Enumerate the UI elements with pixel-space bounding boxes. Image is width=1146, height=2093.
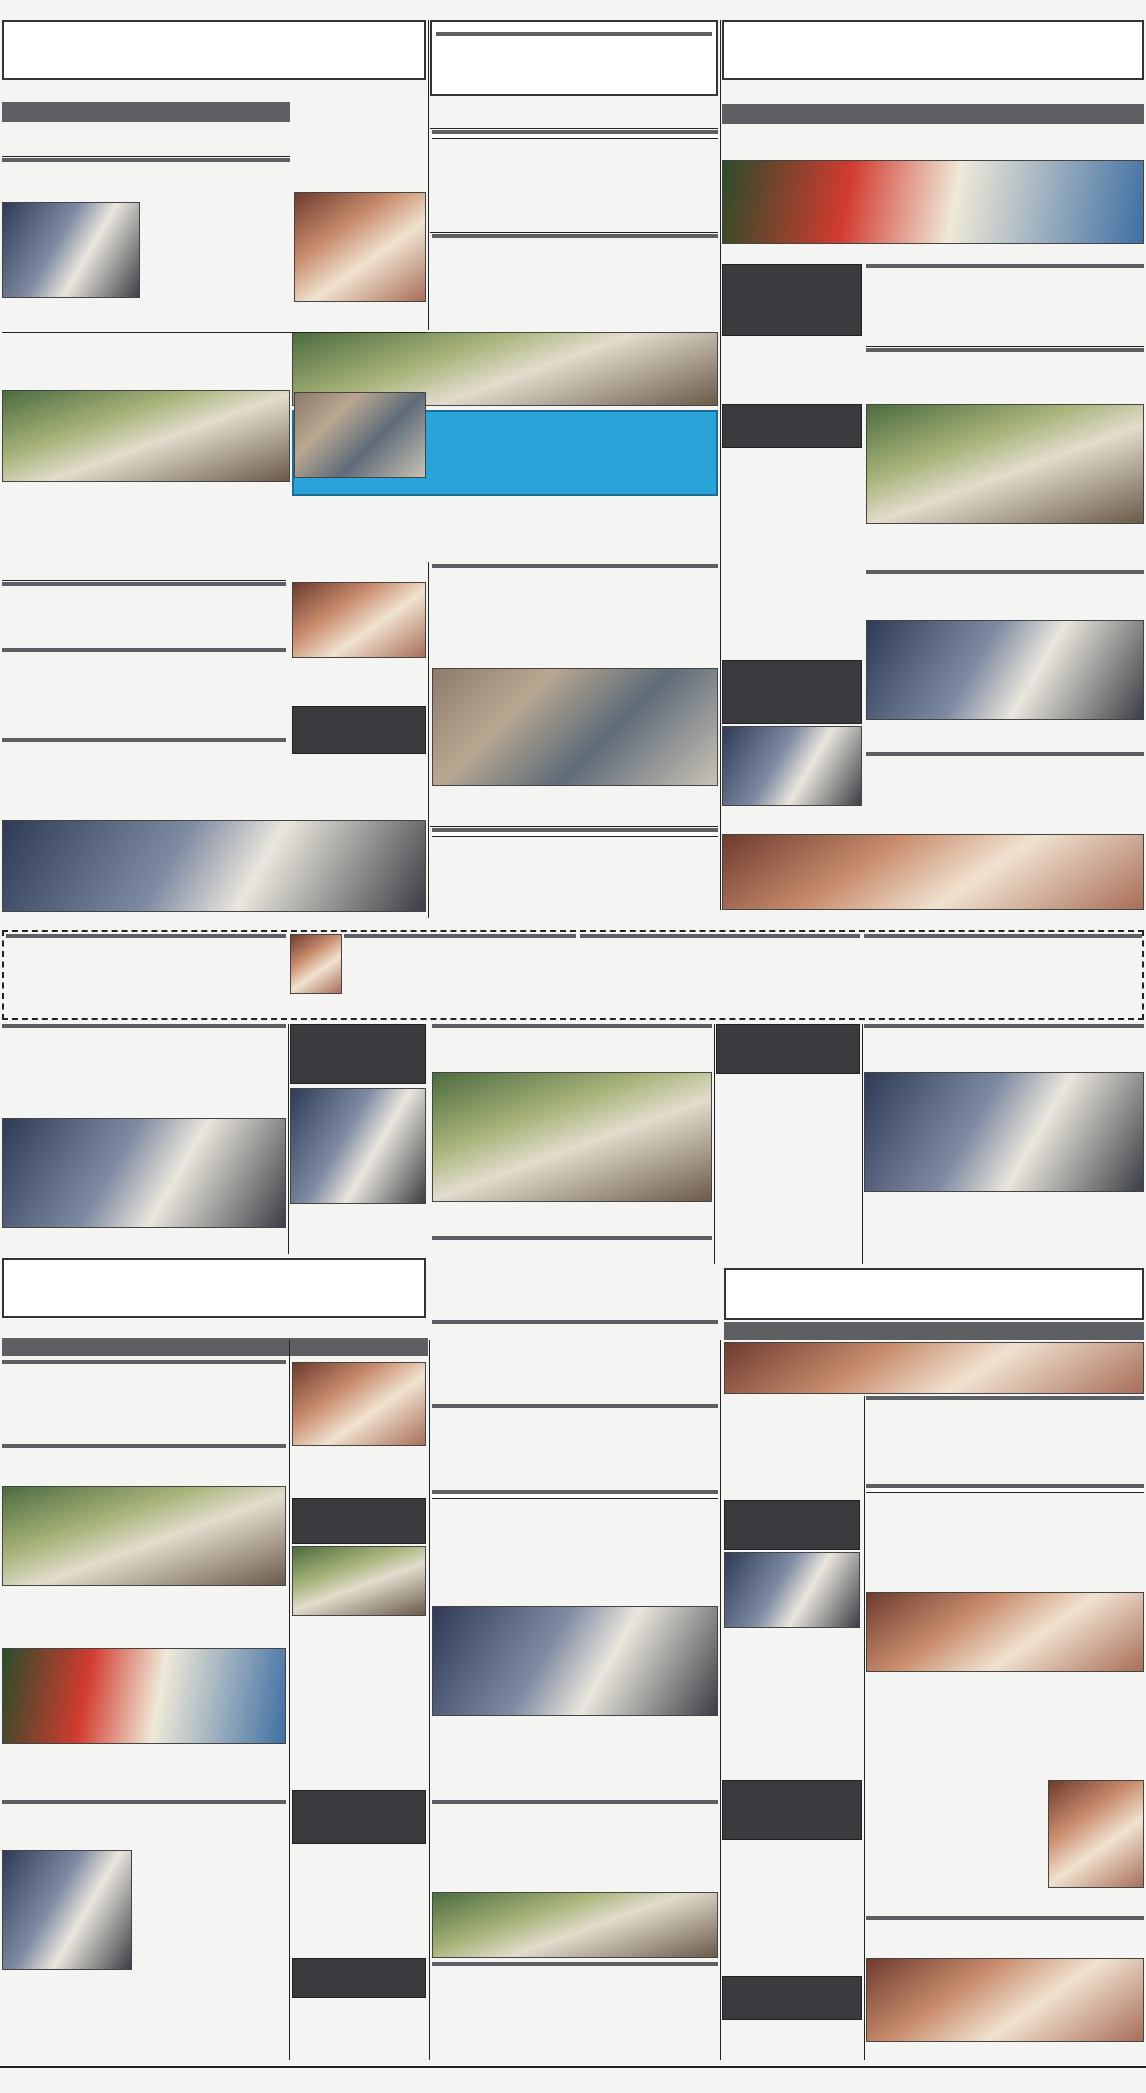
nasir-abbas-injury-photo: [866, 1592, 1144, 1672]
story-female-drug-seller: [716, 1120, 860, 1230]
fia-body: [292, 756, 426, 812]
mirpur-khas-photo: [290, 1088, 426, 1204]
lead-headline-left: [2, 20, 426, 80]
jumma-body: [292, 1846, 426, 1896]
dashed-story-oil-agencies: [864, 934, 1142, 1018]
dashed-story-suthra-punjab: [580, 934, 860, 1018]
railway-meeting-photo: [722, 726, 862, 806]
mailsi-loadshedding-body: [722, 338, 862, 402]
story-uzbek-delegation: [866, 570, 1144, 618]
lpg-prices-headline: [724, 1268, 1144, 1320]
story-polio: [722, 1888, 862, 1972]
story-motorcycle-gang: [864, 1024, 1144, 1070]
mepco-body: [136, 1850, 286, 1970]
story-police-encounter: [866, 1396, 1144, 1480]
dashed-story-khawaja-shafiq: [290, 934, 576, 1018]
story-sahiwal-commissioner: [2, 1360, 286, 1440]
pickup-accident-photo: [866, 1958, 1144, 2042]
lpg-subhead: [724, 1322, 1144, 1340]
tarinda-caption: [866, 1886, 1144, 1914]
jatoi-traffic-photos: [2, 1486, 286, 1586]
burewala-commissioner-photo: [432, 668, 718, 786]
hasilpur-protest-photo: [2, 1648, 286, 1744]
drug-rehab-photo: [722, 834, 1144, 910]
abdul-hakeem-box: [716, 1024, 860, 1074]
parks-upgrade-box: [722, 1780, 862, 1840]
story-governor-sindh: [2, 582, 286, 646]
judicial-officers-meeting-photo: [2, 820, 426, 912]
mailsi-land-photo: [432, 1072, 712, 1202]
story-psl-security: [432, 234, 718, 326]
railway-station-caption: [294, 304, 426, 328]
right-lead-body: [722, 126, 1144, 158]
pre-matric-box: [722, 404, 862, 448]
uzbek-body: [866, 722, 1144, 750]
parks-body: [722, 1842, 862, 1886]
story-medical-fee: [866, 264, 1144, 344]
labourers-event-photo: [2, 390, 290, 482]
story-lodhran: [2, 1024, 286, 1114]
yaum-ul-quds-rally-photo: [722, 160, 1144, 244]
story-rajanpur-judicial: [2, 738, 286, 812]
shuhada-eid-package-box: [292, 1958, 426, 1998]
left-lead-body: [2, 124, 290, 154]
labourers-side-photo: [294, 392, 426, 478]
story-isp-internship: [2, 648, 286, 718]
mailsi-land-body: [432, 1206, 712, 1234]
bahawalpur-dpo-box: [724, 1500, 860, 1550]
story-burewala: [432, 564, 718, 668]
jumma-high-alert-box: [292, 1790, 426, 1844]
hasilpur-body: [2, 1620, 286, 1644]
story-zarina-naz: [866, 1780, 1016, 1884]
murder-victim-photo: [1048, 1780, 1144, 1888]
story-kot-addu: [292, 1898, 426, 1954]
isp-certificate-photo: [292, 582, 426, 658]
karor-dead-chicken-box: [292, 1498, 426, 1544]
abdul-hakeem-body: [716, 1076, 860, 1116]
story-drug-rehab: [866, 752, 1144, 794]
story-dc-bahawalpur: [432, 1800, 718, 1890]
civil-defence-sub-1: [2, 1320, 428, 1336]
mianwali-express-body: [144, 202, 290, 298]
left-lead-subhead: [2, 102, 290, 122]
karor-photo: [292, 1546, 426, 1616]
story-nasir-abbas: [866, 1484, 1144, 1588]
lead-headline-right: [722, 20, 1144, 80]
mailsi-loadshedding-box: [722, 264, 862, 336]
rajanpur-civil-defence-photo: [292, 1362, 426, 1446]
mianwali-express-photo: [2, 202, 140, 298]
motorcycle-gang-body: [864, 1196, 1144, 1236]
aziz-hotel-body: [292, 498, 718, 524]
right-lead-subhead-2: [722, 104, 1144, 124]
fia-highcourt-box: [292, 706, 426, 754]
sewerage-photo: [866, 404, 1144, 524]
story-pickup-accident: [866, 1916, 1144, 1956]
mepco-hearing-photo: [2, 1850, 132, 1970]
center-lead-box: [430, 20, 718, 96]
rajanpur-civil-defence-caption: [292, 1448, 426, 1494]
municipal-office-photo: [432, 1892, 718, 1958]
lodhran-meeting-photo: [2, 1118, 286, 1228]
civil-defence-headline: [2, 1258, 426, 1318]
dpo-katchery-photo: [724, 1552, 860, 1628]
imprint-footer: [0, 2066, 1146, 2093]
railway-minister-box: [722, 660, 862, 724]
story-jatoi-traffic: [2, 1444, 286, 1484]
khawaja-shafiq-portrait: [290, 934, 342, 994]
lpg-portraits-strip: [724, 1342, 1144, 1394]
right-lead-subhead-1: [722, 82, 1144, 102]
lodhran-caption: [2, 1232, 286, 1246]
aziz-hotel-body-2: [292, 528, 718, 558]
story-adp: [432, 130, 718, 230]
motorcycle-gang-photo: [864, 1072, 1144, 1192]
story-ahmadpur-bisp: [432, 1490, 718, 1602]
gas-theft-taskforce-box: [722, 1976, 862, 2020]
mailsi-caption: [716, 1236, 860, 1266]
uzbek-delegation-photo: [866, 620, 1144, 720]
story-sewerage: [866, 348, 1144, 402]
civil-defence-sub-2: [2, 1338, 428, 1356]
story-university-sahiwal: [432, 1404, 718, 1488]
story-mailsi-land-mafia: [432, 1024, 712, 1070]
story-matric: [722, 452, 862, 552]
yaum-ul-quds-caption: [722, 246, 1144, 260]
isp-caption: [292, 660, 426, 704]
dashed-story-rajanpur-doctor: [6, 934, 286, 1018]
bisp-photo: [432, 1606, 718, 1716]
center-lead-body: [432, 98, 718, 126]
center-lead-subhead: [436, 32, 712, 36]
sewerage-body: [866, 526, 1144, 554]
railway-station-photo: [294, 192, 426, 302]
lpg-body: [724, 1396, 860, 1496]
story-khangarh-audit: [432, 1962, 718, 2058]
story-labourers: [2, 334, 290, 388]
story-ccd-encounter: [432, 1320, 718, 1402]
mirpur-khas-box: [290, 1024, 426, 1084]
story-chiniot: [432, 828, 718, 920]
story-khanpur-labs: [432, 1236, 712, 1312]
story-mepco-hearing: [2, 1800, 286, 1846]
dpo-body: [724, 1630, 860, 1676]
story-mianwali-express: [2, 158, 290, 200]
center-lead-headline: [432, 22, 716, 30]
